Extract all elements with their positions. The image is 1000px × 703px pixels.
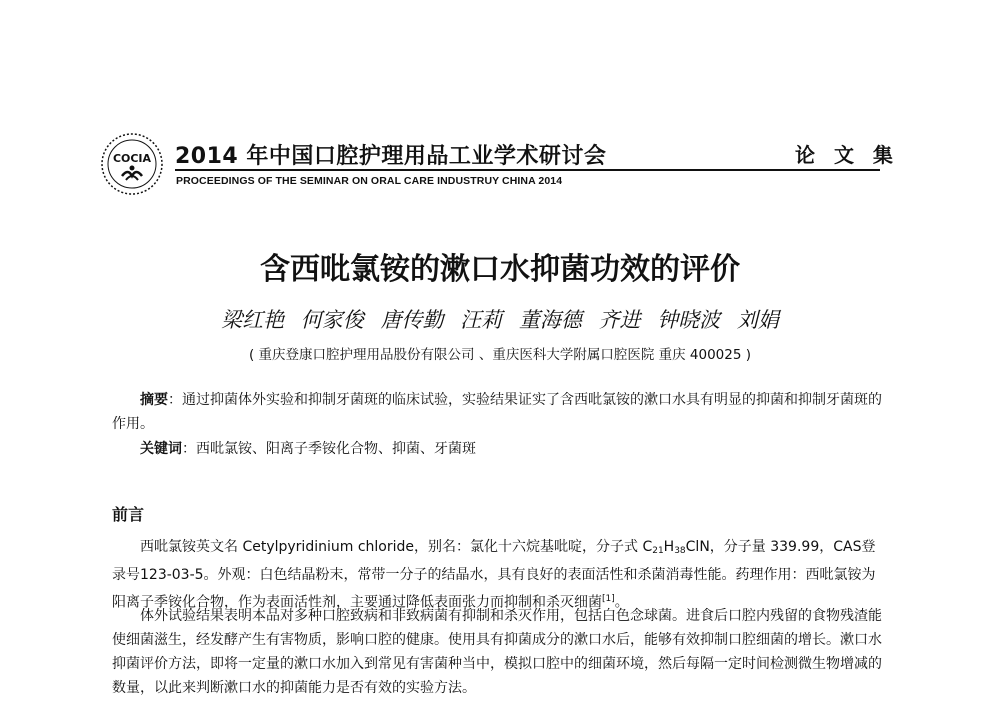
- formula-cln: ClN，: [685, 539, 724, 555]
- abstract-label: 摘要: [140, 392, 168, 408]
- p1-text-b: 分子量 339.99，CAS登录号123-03-5。外观：白色结晶粉末，常带一分子的结晶水，具有良好的表面活性和杀菌消毒性能。药理作用：西吡氯铵为阳离子季铵化合物，作为表面活性剂，主要通过降低表面张力而抑制和杀灭细菌: [112, 539, 876, 611]
- formula-sub-h: 38: [674, 546, 686, 556]
- author-list: 梁红艳 何家俊 唐传勤 汪莉 董海德 齐进 钟晓波 刘娟: [221, 308, 779, 332]
- intro-paragraph-2: 体外试验结果表明本品对多种口腔致病和非致病菌有抑制和杀灭作用，包括白色念球菌。进食后口腔内残留的食物残渣能使细菌滋生，经发酵产生有害物质，影响口腔的健康。使用具有抑菌成分的漱口水后，能够有效抑制口腔细菌的增长。漱口水抑菌评价方法，即将一定量的漱口水加入到常见有害菌种当中，模拟口腔中的细菌环境，然后每隔一定时间检测微生物增减的数量，以此来判断漱口水的抑菌能力是否有效的实验方法。: [112, 608, 882, 696]
- header-rule: [175, 169, 880, 171]
- keywords: [140, 437, 476, 461]
- keywords-text: ：西吡氯铵、阳离子季铵化合物、抑菌、牙菌斑: [182, 441, 476, 457]
- abstract-text: ：通过抑菌体外实验和抑制牙菌斑的临床试验，实验结果证实了含西吡氯铵的漱口水具有明显的抑菌和抑制牙菌斑的作用。: [112, 392, 882, 432]
- keywords-label: 关键词: [140, 441, 182, 457]
- p1-end: 。: [614, 594, 629, 611]
- formula-h: H: [663, 539, 675, 555]
- conference-logo: [100, 132, 164, 196]
- affiliation: ( 重庆登康口腔护理用品股份有限公司 、重庆医科大学附属口腔医院 重庆 400025 ): [248, 347, 752, 363]
- proceedings-label: 论 文 集: [795, 143, 899, 167]
- abstract: [112, 388, 884, 436]
- citation-ref-1: [1]: [602, 594, 615, 604]
- p1-text-a: 西吡氯铵英文名 Cetylpyridinium chloride，别名：氯化十六烷基吡啶，分子式 C: [140, 539, 653, 555]
- conference-subtitle: PROCEEDINGS OF THE SEMINAR ON ORAL CARE INDUSTRUY CHINA 2014: [176, 175, 563, 187]
- formula-sub-c: 21: [652, 546, 664, 556]
- logo-text: COCIA: [112, 152, 152, 165]
- intro-paragraph-1: [112, 535, 884, 615]
- paper-title: 含西吡氯铵的漱口水抑菌功效的评价: [260, 252, 740, 287]
- section-heading-intro: 前言: [112, 505, 145, 524]
- conference-title: 2014 年中国口腔护理用品工业学术研讨会: [175, 144, 607, 169]
